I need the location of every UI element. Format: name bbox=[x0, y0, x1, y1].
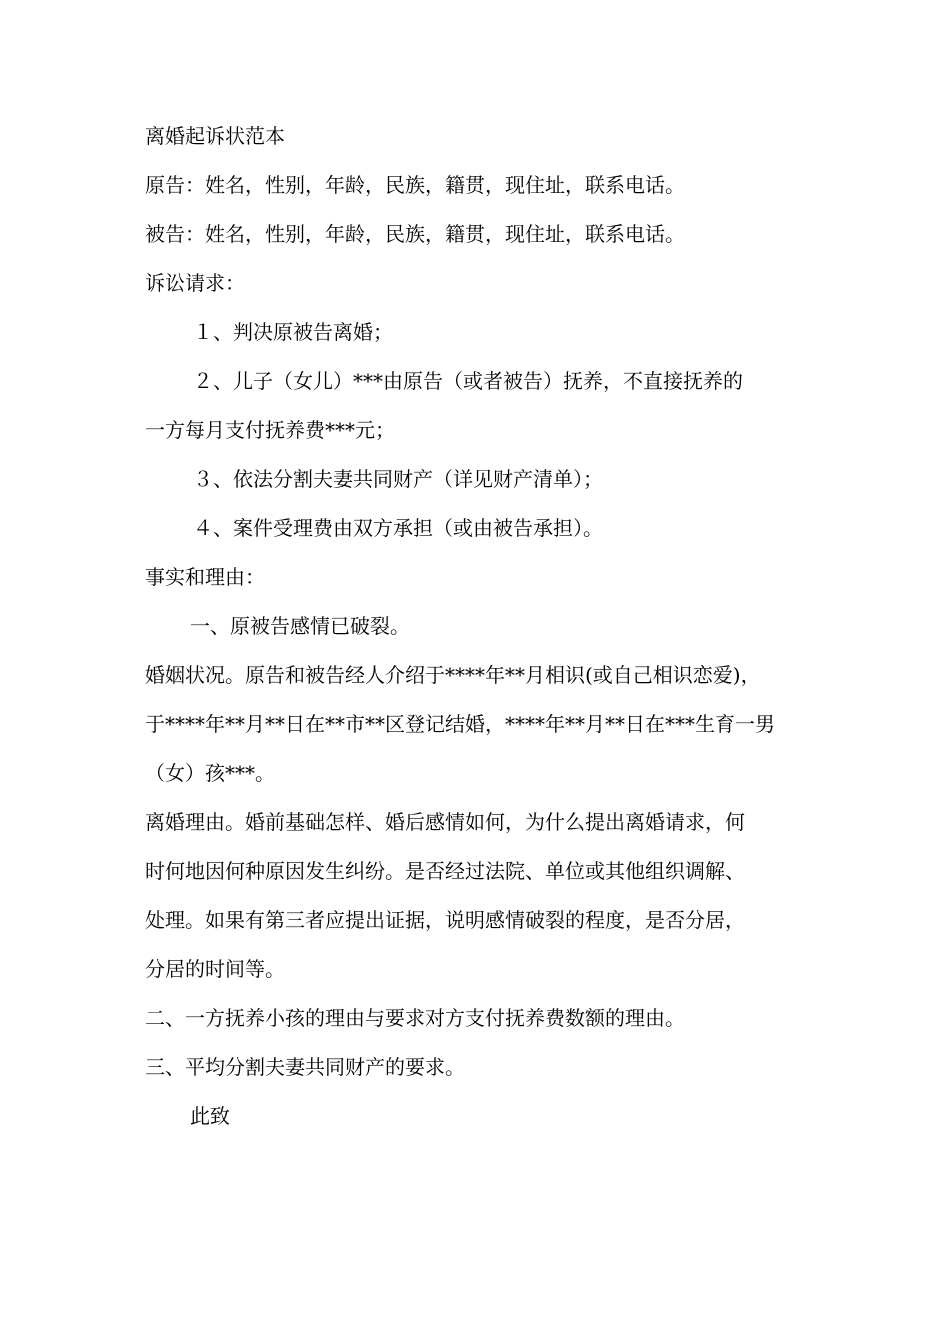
facts-point-two: 二、一方抚养小孩的理由与要求对方支付抚养费数额的理由。 bbox=[145, 1006, 685, 1030]
document-title: 离婚起诉状范本 bbox=[145, 124, 285, 148]
marriage-status-line: （女）孩***。 bbox=[145, 761, 275, 785]
facts-point-three: 三、平均分割夫妻共同财产的要求。 bbox=[145, 1055, 465, 1079]
divorce-reason-line: 处理。如果有第三者应提出证据，说明感情破裂的程度，是否分居， bbox=[145, 908, 745, 932]
marriage-status-line: 婚姻状况。原告和被告经人介绍于****年**月相识(或自己相识恋爱)， bbox=[145, 663, 761, 687]
closing-salutation: 此致 bbox=[190, 1104, 230, 1128]
marriage-status-line: 于****年**月**日在**市**区登记结婚，****年**月**日在***生育一男 bbox=[145, 712, 775, 736]
claim-item: ３、依法分割夫妻共同财产（详见财产清单）； bbox=[193, 467, 603, 491]
defendant-line: 被告：姓名，性别，年龄，民族，籍贯，现住址，联系电话。 bbox=[145, 222, 685, 246]
divorce-reason-line: 分居的时间等。 bbox=[145, 957, 285, 981]
facts-point-one: 一、原被告感情已破裂。 bbox=[190, 614, 410, 638]
claim-item: １、判决原被告离婚； bbox=[193, 320, 393, 344]
divorce-reason-line: 时何地因何种原因发生纠纷。是否经过法院、单位或其他组织调解、 bbox=[145, 859, 745, 883]
divorce-reason-line: 离婚理由。婚前基础怎样、婚后感情如何，为什么提出离婚请求，何 bbox=[145, 810, 745, 834]
facts-heading: 事实和理由： bbox=[145, 565, 265, 589]
claims-heading: 诉讼请求： bbox=[145, 271, 245, 295]
document-body bbox=[145, 112, 810, 1141]
claim-item-continuation: 一方每月支付抚养费***元； bbox=[145, 418, 395, 442]
claim-item: ２、儿子（女儿）***由原告（或者被告）抚养，不直接抚养的 bbox=[193, 369, 743, 393]
claim-item: ４、案件受理费由双方承担（或由被告承担）。 bbox=[193, 516, 603, 540]
plaintiff-line: 原告：姓名，性别，年龄，民族，籍贯，现住址，联系电话。 bbox=[145, 173, 685, 197]
